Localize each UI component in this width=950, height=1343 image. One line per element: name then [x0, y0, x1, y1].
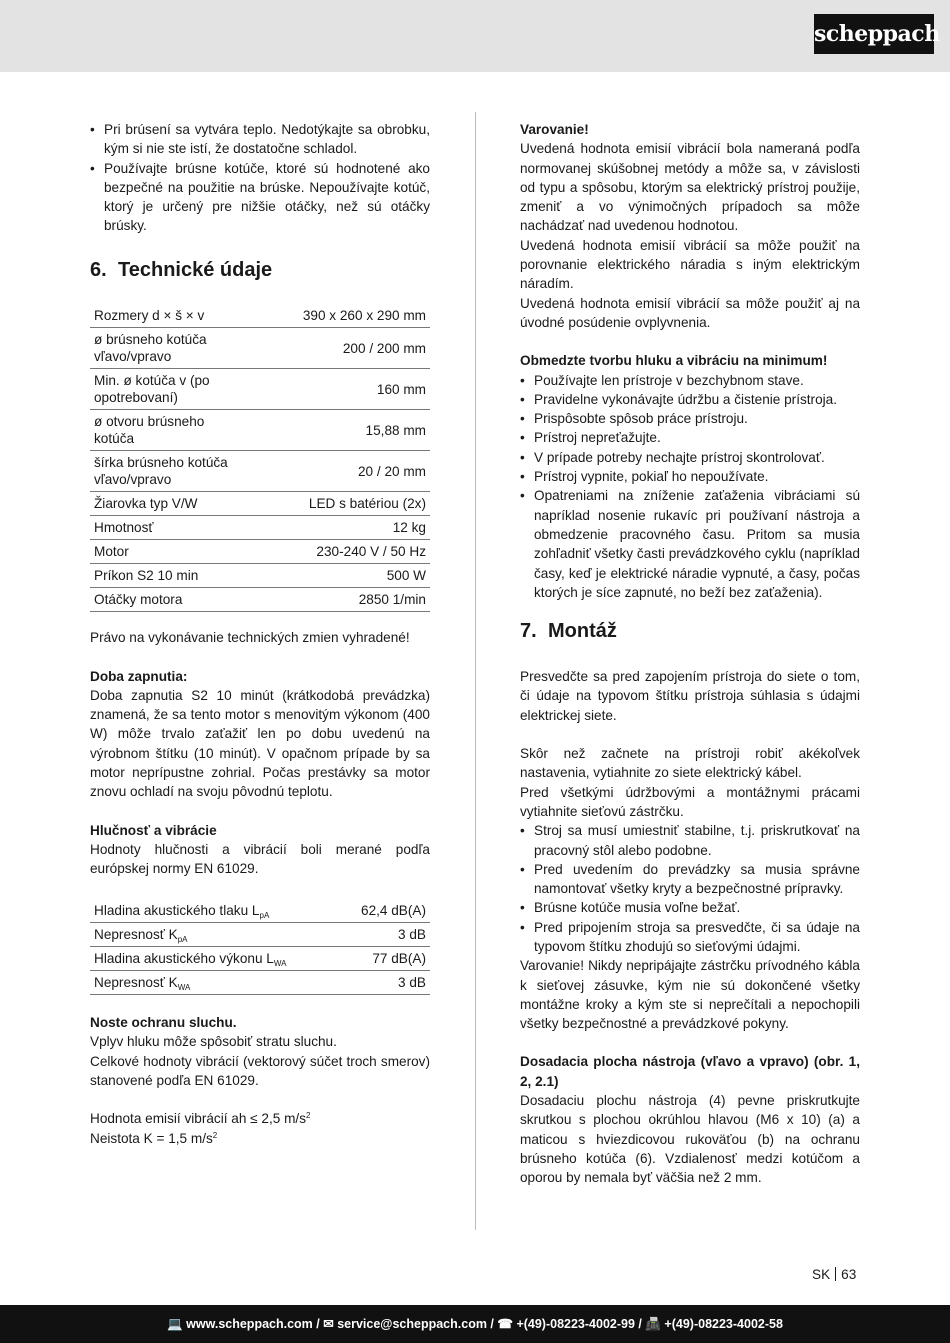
list-item: • Prispôsobte spôsob práce prístroju.: [520, 409, 860, 428]
list-item: • Stroj sa musí umiestniť stabilne, t.j. priskrutkovať na pracovný stôl alebo podobne.: [520, 821, 860, 860]
spec-label: ø otvoru brúsneho kotúča: [90, 410, 248, 451]
email-link[interactable]: service@scheppach.com: [337, 1317, 487, 1331]
table-row: [90, 588, 430, 612]
vibration-value: [90, 1109, 430, 1128]
duty-title: Doba zapnutia:: [90, 668, 188, 684]
noise-label-sub: WA: [273, 959, 287, 969]
noise-label: [90, 923, 339, 947]
noise-label-text: Nepresnosť K: [94, 975, 178, 991]
noise-label-sub: pA: [259, 910, 270, 920]
header-bar: [0, 0, 950, 72]
mount-paragraph: Presvedčte sa pred zapojením prístroja do siete o tom, či údaje na typovom štítku prístroja súhlasia s údajmi elektrickej siete.: [520, 669, 860, 723]
section-title: Montáž: [548, 620, 617, 643]
spec-label: Žiarovka typ V/W: [90, 492, 248, 516]
list-item: • Používajte len prístroje v bezchybnom stave.: [520, 371, 860, 390]
noise-label-sub: pA: [177, 935, 188, 945]
table-row: [90, 947, 430, 971]
spec-label: Otáčky motora: [90, 588, 248, 612]
spec-value: 390 x 260 x 290 mm: [248, 304, 430, 328]
section-7-heading: [520, 619, 860, 643]
noise-title: Hlučnosť a vibrácie: [90, 822, 217, 838]
separator: [835, 1267, 836, 1281]
noise-label: [90, 947, 339, 971]
phone-icon: ☎: [497, 1317, 513, 1331]
noise-label-text: Nepresnosť K: [94, 927, 178, 943]
table-row: [90, 328, 430, 369]
spec-table: [90, 304, 430, 613]
spec-label: Rozmery d × š × v: [90, 304, 248, 328]
section-6-heading: [90, 258, 430, 282]
fax-icon: 📠: [645, 1317, 661, 1331]
page-number: [812, 1265, 856, 1284]
tool-rest-text: Dosadaciu plochu nástroja (4) pevne priskrutkujte skrutkou s plochou okrúhlou hlavou (M6 x 10) (a) a maticou s hviezdicovou rukoväťou (b) na ochranu brúsneho kotúča (6). Vzdialenosť medzi kotúčom a oporou by nemala byť väčšia než 2 mm.: [520, 1093, 860, 1186]
spec-label: Hmotnosť: [90, 516, 248, 540]
noise-label-text: Hladina akustického výkonu L: [94, 951, 274, 967]
list-item: • V prípade potreby nechajte prístroj skontrolovať.: [520, 448, 860, 467]
table-row: [90, 971, 430, 995]
mount-paragraph: Skôr než začnete na prístroji robiť akékoľvek nastavenia, vytiahnite zo siete elektrický kábel.: [520, 746, 860, 781]
list-item: • Pri brúsení sa vytvára teplo. Nedotýkajte sa obrobku, kým si nie ste istí, že dostatočne schladol.: [90, 120, 430, 159]
section-title: Technické údaje: [118, 258, 273, 281]
spec-value: 20 / 20 mm: [248, 451, 430, 492]
list-item: • Prístroj nepreťažujte.: [520, 428, 860, 447]
noise-value: 3 dB: [339, 923, 430, 947]
hearing-text: Vplyv hluku môže spôsobiť stratu sluchu.: [90, 1034, 337, 1050]
table-row: [90, 899, 430, 923]
noise-label-text: Hladina akustického tlaku L: [94, 902, 260, 918]
spec-value: 2850 1/min: [248, 588, 430, 612]
rights-note: Právo na vykonávanie technických zmien vyhradené!: [90, 630, 410, 646]
phone-number: +(49)-08223-4002-99: [516, 1317, 635, 1331]
column-divider: [475, 112, 476, 1230]
hearing-title: Noste ochranu sluchu.: [90, 1015, 237, 1031]
warning-paragraph: Uvedená hodnota emisií vibrácií sa môže použiť na porovnanie elektrického náradia s iným elektrickým náradím.: [520, 237, 860, 292]
duty-text: Doba zapnutia S2 10 minút (krátkodobá prevádzka) znamená, že sa tento motor s menovitým výkonom (400 W) môže trvalo zaťažiť len po dobu uvedenú na výrobnom štítku (10 minút). V opačnom prípade by sa motor neprípustne zohrial. Počas prestávky sa motor znovu ochladí na svoju pôvodnú teplotu.: [90, 687, 430, 800]
vibration-uncertainty: [90, 1129, 430, 1148]
warning-title: Varovanie!: [520, 122, 589, 137]
list-item: • Pred uvedením do prevádzky sa musia správne namontovať všetky kryty a bezpečnostné prípravky.: [520, 860, 860, 899]
minimize-title: Obmedzte tvorbu hluku a vibráciu na minimum!: [520, 353, 828, 369]
left-column: [90, 120, 430, 1148]
list-item: • Pravidelne vykonávajte údržbu a čistenie prístroja.: [520, 390, 860, 409]
right-column: [520, 120, 860, 1188]
tool-rest-title: Dosadacia plocha nástroja (vľavo a vpravo) (obr. 1, 2, 2.1): [520, 1054, 860, 1089]
spec-label: šírka brúsneho kotúča vľavo/vpravo: [90, 451, 248, 492]
computer-icon: 💻: [167, 1317, 183, 1331]
list-item: • Brúsne kotúče musia voľne bežať.: [520, 898, 860, 917]
section-number: 7.: [520, 620, 537, 643]
superscript: 2: [212, 1130, 218, 1140]
superscript: 2: [306, 1111, 311, 1121]
spec-value: LED s batériou (2x): [248, 492, 430, 516]
spec-value: 160 mm: [248, 369, 430, 410]
spec-label: Príkon S2 10 min: [90, 564, 248, 588]
noise-label-sub: WA: [177, 983, 191, 993]
scheppach-logo: scheppach: [814, 14, 934, 54]
spec-value: 230-240 V / 50 Hz: [248, 540, 430, 564]
table-row: [90, 516, 430, 540]
list-item: • Prístroj vypnite, pokiaľ ho nepoužívate.: [520, 467, 860, 486]
warning-paragraph: Uvedená hodnota emisií vibrácií sa môže použiť aj na úvodné posúdenie ovplyvnenia.: [520, 295, 860, 330]
mount-paragraph: Pred všetkými údržbovými a montážnymi prácami vytiahnite sieťovú zástrčku.: [520, 784, 860, 819]
vibration-value-text: Hodnota emisií vibrácií ah ≤ 2,5 m/s: [90, 1111, 306, 1127]
vibration-uncertainty-text: Neistota K = 1,5 m/s: [90, 1130, 213, 1146]
mount-bullets: [520, 821, 860, 956]
table-row: [90, 369, 430, 410]
noise-value: 62,4 dB(A): [339, 899, 430, 923]
mount-warning: Varovanie! Nikdy nepripájajte zástrčku prívodného kábla k sieťovej zásuvke, kým nie sú dokončené všetky montážne kroky a kým ste si neprečítali a nepochopili všetky bezpečnostné a prevádzkové pokyny.: [520, 958, 860, 1032]
page-lang: SK: [812, 1267, 831, 1282]
table-row: [90, 410, 430, 451]
noise-label: [90, 971, 339, 995]
table-row: [90, 923, 430, 947]
table-row: [90, 540, 430, 564]
spec-label: ø brúsneho kotúča vľavo/vpravo: [90, 328, 248, 369]
noise-table: [90, 899, 430, 996]
table-row: [90, 564, 430, 588]
spec-label: Min. ø kotúča v (po opotrebovaní): [90, 369, 248, 410]
hearing-text-2: Celkové hodnoty vibrácií (vektorový súčet troch smerov) stanovené podľa EN 61029.: [90, 1053, 430, 1088]
mail-icon: ✉: [323, 1317, 334, 1331]
section-number: 6.: [90, 258, 107, 281]
list-item: • Pred pripojením stroja sa presvedčte, či sa údaje na typovom štítku zhodujú so sieťovými údajmi.: [520, 918, 860, 957]
table-row: [90, 492, 430, 516]
spec-value: 12 kg: [248, 516, 430, 540]
warning-paragraph: Uvedená hodnota emisií vibrácií bola nameraná podľa normovanej skúšobnej metódy a môže sa, v závislosti od typu a spôsobu, ktorým sa elektrický prístroj použije, zmeniť a vo výnimočných prípadoch sa môže nachádzať nad uvedenou hodnotou.: [520, 141, 860, 234]
website-link[interactable]: www.scheppach.com: [186, 1317, 313, 1331]
spec-value: 500 W: [248, 564, 430, 588]
safety-bullets: [90, 120, 430, 236]
spec-value: 200 / 200 mm: [248, 328, 430, 369]
table-row: [90, 304, 430, 328]
page-number-value: 63: [841, 1267, 857, 1282]
table-row: [90, 451, 430, 492]
list-item: • Používajte brúsne kotúče, ktoré sú hodnotené ako bezpečné na použitie na brúske. Nepoužívajte kotúč, ktorý je určený pre nižšie otáčky, než sú otáčky brúsky.: [90, 159, 430, 236]
noise-label: [90, 899, 339, 923]
footer-bar: 💻 www.scheppach.com / ✉ service@scheppach.com / ☎ +(49)-08223-4002-99 / 📠 +(49)-08223-4002-58: [0, 1305, 950, 1343]
fax-number: +(49)-08223-4002-58: [664, 1317, 783, 1331]
spec-label: Motor: [90, 540, 248, 564]
noise-text: Hodnoty hlučnosti a vibrácií boli merané podľa európskej normy EN 61029.: [90, 841, 430, 877]
noise-value: 3 dB: [339, 971, 430, 995]
noise-value: 77 dB(A): [339, 947, 430, 971]
list-item: • Opatreniami na zníženie zaťaženia vibráciami sú napríklad nosenie rukavíc pri používaní nástroja a obmedzenie pracovného času. Pritom sa musia zohľadniť všetky časti prevádzkového cyklu (napríklad časy, keď je elektrické náradie vypnuté, a časy, počas ktorých je síce zapnuté, no beží bez zaťaženia).: [520, 486, 860, 602]
spec-value: 15,88 mm: [248, 410, 430, 451]
minimize-bullets: [520, 371, 860, 603]
